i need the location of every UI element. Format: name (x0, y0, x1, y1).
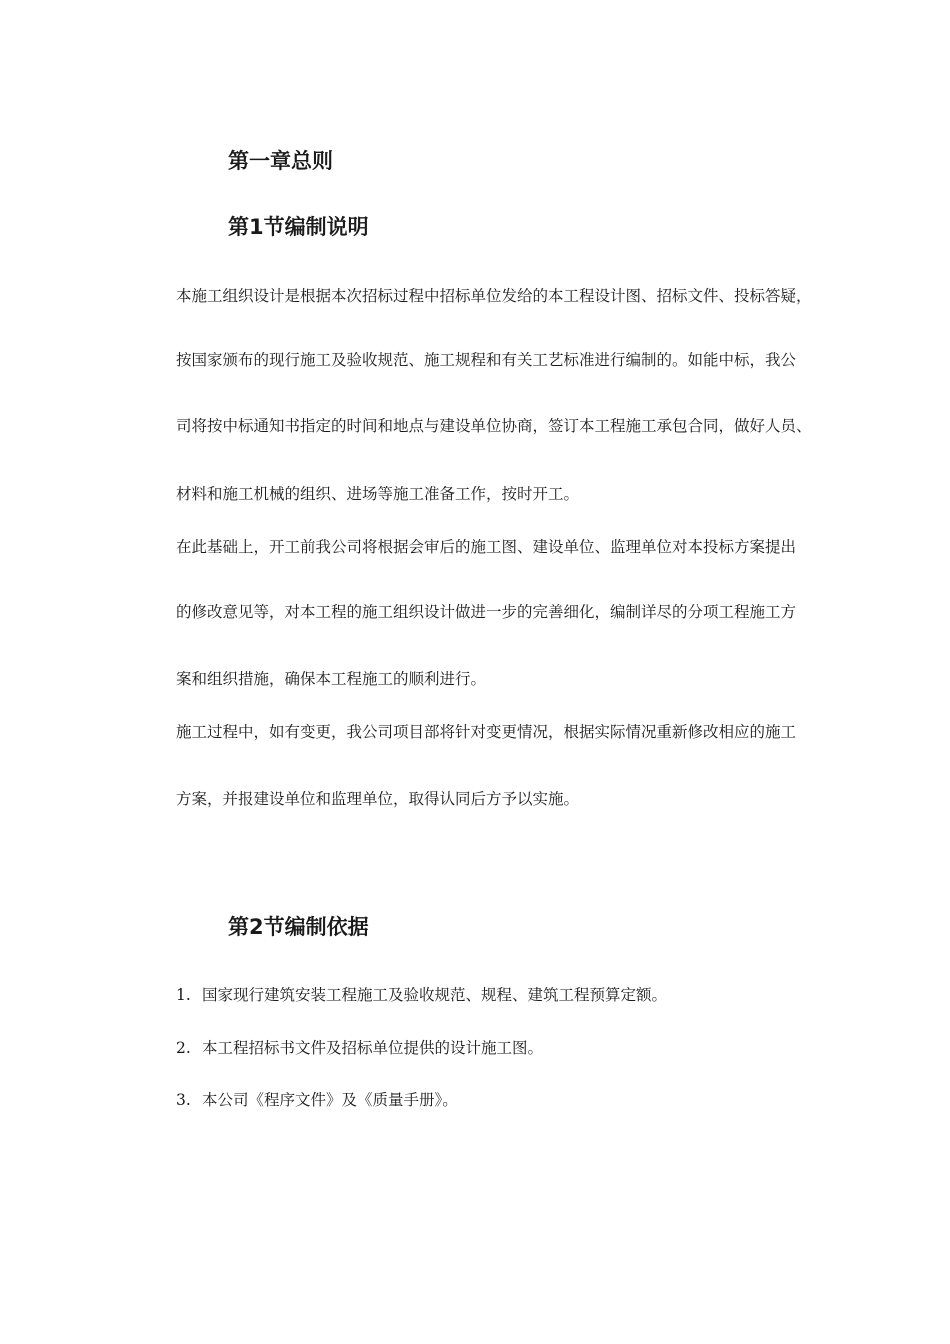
paragraph-line: 的修改意见等，对本工程的施工组织设计做进一步的完善细化，编制详尽的分项工程施工方 (176, 603, 797, 621)
paragraph-line: 案和组织措施，确保本工程施工的顺利进行。 (176, 670, 487, 688)
list-item (176, 1038, 543, 1058)
list-text: 本公司《程序文件》及《质量手册》。 (202, 1091, 458, 1109)
list-text: 国家现行建筑安装工程施工及验收规范、规程、建筑工程预算定额。 (202, 986, 668, 1004)
paragraph-line: 材料和施工机械的组织、进场等施工准备工作，按时开工。 (176, 485, 580, 503)
section-2-title: 第2节编制依据 (228, 915, 369, 939)
paragraph-line: 方案，并报建设单位和监理单位，取得认同后方予以实施。 (176, 790, 580, 808)
paragraph-line: 在此基础上，开工前我公司将根据会审后的施工图、建设单位、监理单位对本投标方案提出 (176, 538, 797, 556)
list-number: 2. (176, 1039, 191, 1057)
list-text: 本工程招标书文件及招标单位提供的设计施工图。 (202, 1039, 544, 1057)
paragraph-line: 本施工组织设计是根据本次招标过程中招标单位发给的本工程设计图、招标文件、投标答疑， (176, 287, 812, 305)
list-number: 3. (176, 1091, 191, 1109)
section-1-title: 第1节编制说明 (228, 215, 369, 239)
list-item (176, 985, 667, 1005)
paragraph-line: 施工过程中，如有变更，我公司项目部将针对变更情况，根据实际情况重新修改相应的施工 (176, 723, 797, 741)
paragraph-line: 司将按中标通知书指定的时间和地点与建设单位协商，签订本工程施工承包合同，做好人员、 (176, 417, 812, 435)
list-number: 1. (176, 986, 191, 1004)
chapter-title: 第一章总则 (228, 149, 333, 173)
list-item (176, 1090, 458, 1110)
paragraph-line: 按国家颁布的现行施工及验收规范、施工规程和有关工艺标准进行编制的。如能中标，我公 (176, 351, 797, 369)
